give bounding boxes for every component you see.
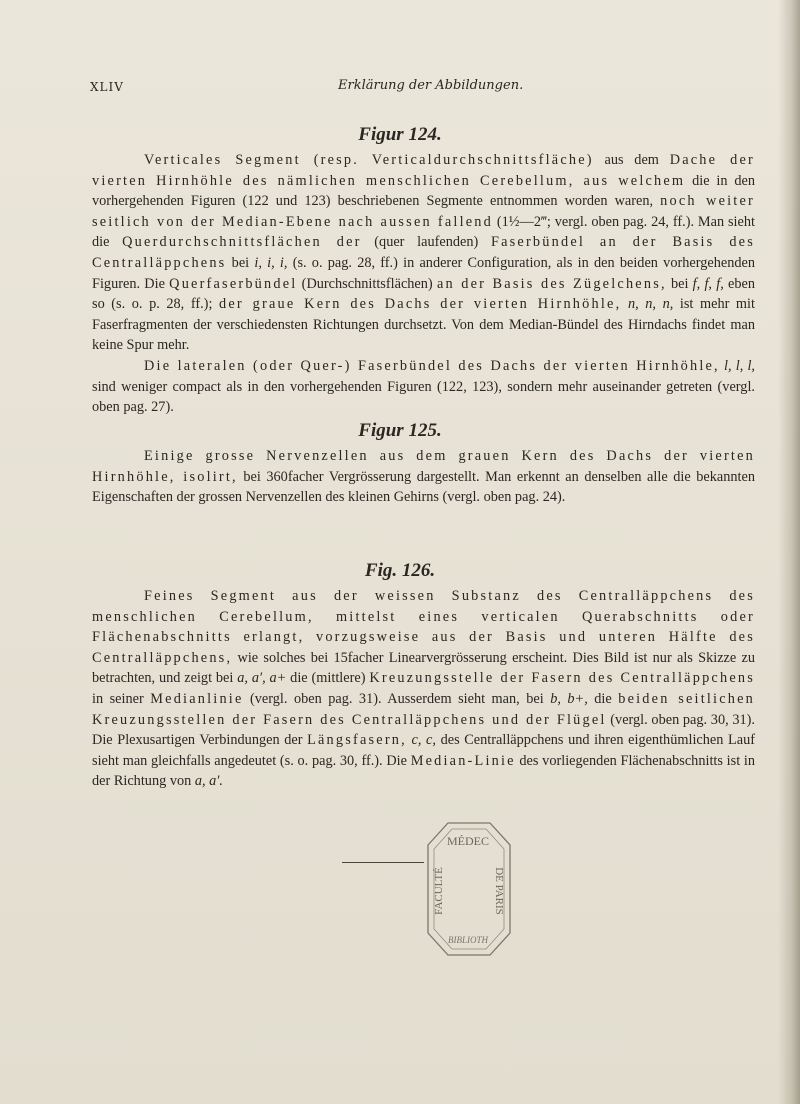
stamp-rule-line xyxy=(342,862,424,863)
page-number: XLIV xyxy=(90,80,124,94)
figure-124-text: Verticales Segment (resp. Verticaldurchschnittsfläche) aus dem Dache der vierten Hirnhöhle des nämlichen menschlichen Cerebellum, aus welchem die in den vorhergehenden Figuren (122 und 123) beschriebenen Segmente entnommen worden waren, noch weiter seitlich von der Median-Ebene nach aussen fallend (1½—2‴; vergl. oben pag. 24, ff.). Man sieht die Querdurchschnittsflächen der (quer laufenden) Faserbündel an der Basis des Centralläppchens bei i, i, i, (s. o. pag. 28, ff.) in anderer Configuration, als in den beiden vorhergehenden Figuren. Die Querfaserbündel (Durchschnittsflächen) an der Basis des Zügelchens, bei f, f, f, eben so (s. o. p. 28, ff.); der graue Kern des Dachs der vierten Hirnhöhle, n, n, n, ist mehr mit Faserfragmenten der verschiedensten Richtungen durchsetzt. Von dem Median-Bündel des Hirndachs findet man keine Spur mehr. Die lateralen (oder Quer-) Faserbündel des Dachs der vierten Hirnhöhle, l, l, l, sind weniger compact als in den vorhergehenden Figuren (122, 123), sondern mehr auseinander getreten (vergl. oben pag. 27). xyxy=(92,152,756,416)
figure-125-heading: Figur 125. xyxy=(358,420,442,441)
running-title: Erklärung der Abbildungen. xyxy=(338,78,524,93)
stamp-text-right: DE PARIS xyxy=(493,867,505,915)
figure-125-text: Einige grosse Nervenzellen aus dem grauen Kern des Dachs der vierten Hirnhöhle, isolirt, bei 360facher Vergrösserung dargestellt. Man erkennt an denselben alle die bekannten Eigenschaften der grossen Nervenzellen des kleinen Gehirns (vergl. oben pag. 24). xyxy=(92,448,755,506)
stamp-text-top: MÉDEC xyxy=(447,834,489,848)
page-header xyxy=(90,78,770,100)
library-stamp xyxy=(418,815,518,963)
figure-126-heading: Fig. 126. xyxy=(364,560,436,581)
stamp-text-bottom: BIBLIOTH xyxy=(448,935,488,945)
figure-124-heading: Figur 124. xyxy=(358,124,442,145)
figure-126-text: Feines Segment aus der weissen Substanz des Centralläppchens des menschlichen Cerebellum, mittelst eines verticalen Querabschnitts oder Flächenabschnitts erlangt, vorzugsweise aus der Basis und unteren Hälfte des Centralläppchens, wie solches bei 15facher Linearvergrösserung erscheint. Dies Bild ist nur als Skizze zu betrachten, und zeigt bei a, a′, a+ die (mittlere) Kreuzungsstelle der Fasern des Centralläppchens in seiner Medianlinie (vergl. oben pag. 31). Ausserdem sieht man, bei b, b+, die beiden seitlichen Kreuzungsstellen der Fasern des Centralläppchens und der Flügel (vergl. oben pag. 30, 31). Die Plexusartigen Verbindungen der Längsfasern, c, c, des Centralläppchens und ihren eigenthümlichen Lauf sieht man gleichfalls angedeutet (s. o. pag. 30, ff.). Die Median-Linie des vorliegenden Flächenabschnitts ist in der Richtung von a, a′. xyxy=(92,588,756,790)
page-edge-shadow xyxy=(778,0,800,1104)
stamp-text-left: FACULTÉ xyxy=(433,867,445,915)
